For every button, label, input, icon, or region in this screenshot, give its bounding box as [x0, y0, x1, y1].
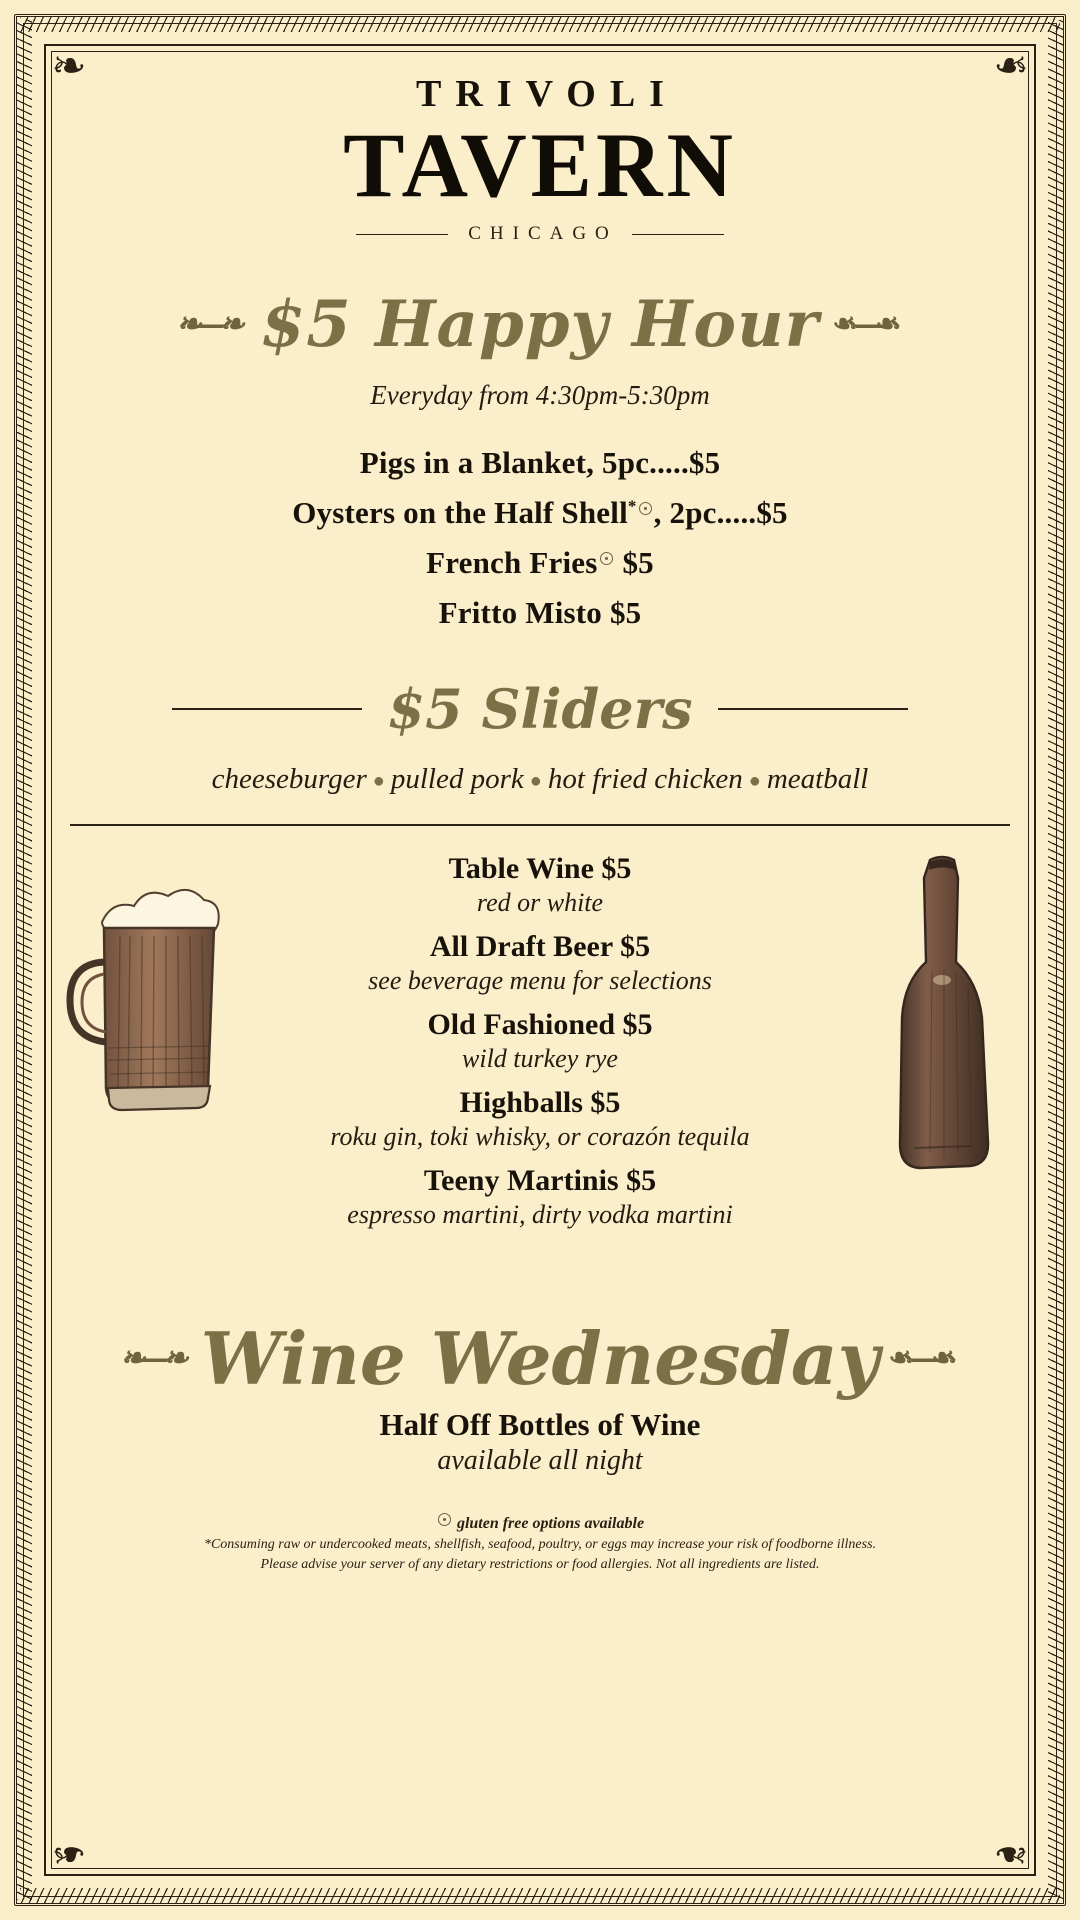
rule-right [632, 234, 724, 235]
menu-item [70, 545, 1010, 581]
beer-mug-illustration [64, 870, 254, 1125]
slider-option: meatball [766, 763, 869, 796]
bullet-icon: ● [529, 770, 542, 793]
gluten-free-icon [639, 502, 652, 515]
gluten-free-note [70, 1515, 1010, 1533]
drink-name: Highballs $5 [459, 1086, 621, 1120]
slider-option: cheeseburger [211, 763, 367, 796]
corner-ornament-icon: ❧ [993, 44, 1029, 90]
brand-city: CHICAGO [468, 223, 618, 245]
brand-name-main: TAVERN [343, 114, 737, 216]
menu-item-label: Fritto Misto $5 [438, 595, 642, 631]
sliders-title-row [70, 677, 1010, 741]
drink-name: Old Fashioned $5 [427, 1008, 653, 1042]
drinks-section [70, 852, 1010, 1282]
wine-wednesday-offer: Half Off Bottles of Wine [379, 1407, 701, 1443]
slider-option: pulled pork [390, 763, 524, 796]
menu-item-label: Oysters on the Half Shell [292, 495, 628, 531]
allergen-note-line-1: *Consuming raw or undercooked meats, shellfish, seafood, poultry, or eggs may increase your risk of foodborne illness. [203, 1537, 877, 1553]
drink-description: espresso martini, dirty vodka martini [347, 1200, 733, 1230]
drink-description: roku gin, toki whisky, or corazón tequila [330, 1122, 750, 1152]
flourish-left-icon: ❧—❧ [120, 1341, 183, 1377]
brand-name-top: TRIVOLI [416, 73, 678, 115]
footnotes [70, 1515, 1010, 1573]
gluten-free-icon [600, 552, 613, 565]
menu-item-label: French Fries [426, 545, 598, 581]
happy-hour-hours: Everyday from 4:30pm-5:30pm [370, 380, 710, 411]
flourish-right-icon: ❧—❧ [841, 307, 904, 343]
corner-ornament-icon: ❧ [993, 1830, 1029, 1876]
slider-option: hot fried chicken [547, 763, 743, 796]
wine-wednesday-title: Wine Wednesday [200, 1316, 880, 1402]
drink-description: wild turkey rye [462, 1044, 618, 1074]
menu-item [70, 495, 1010, 531]
menu-content [70, 58, 1010, 1862]
bullet-icon: ● [748, 770, 761, 793]
asterisk-marker: * [627, 497, 637, 517]
gluten-free-icon [438, 1513, 451, 1526]
menu-item [70, 445, 1010, 481]
menu-item [70, 595, 1010, 631]
happy-hour-title: $5 Happy Hour [260, 287, 820, 363]
wine-wednesday-title-row [70, 1316, 1010, 1401]
drink-description: see beverage menu for selections [368, 966, 712, 996]
drink-name: Teeny Martinis $5 [423, 1164, 657, 1198]
menu-item-price: $5 [614, 545, 654, 581]
rule-right [718, 708, 908, 710]
bullet-icon: ● [372, 770, 385, 793]
wine-wednesday-availability: available all night [437, 1445, 643, 1477]
happy-hour-title-row [70, 287, 1010, 362]
wine-bottle-illustration [878, 852, 1008, 1187]
gluten-free-note-label: gluten free options available [456, 1515, 645, 1533]
flourish-left-icon: ❧—❧ [176, 307, 239, 343]
sliders-title: $5 Sliders [387, 677, 693, 742]
drink-item [70, 1164, 1010, 1230]
flourish-right-icon: ❧—❧ [897, 1341, 960, 1377]
menu-item-label: Pigs in a Blanket, 5pc.....$5 [359, 445, 721, 481]
sliders-item-list [70, 763, 1010, 796]
rule-left [356, 234, 448, 235]
happy-hour-food-list [70, 445, 1010, 631]
corner-ornament-icon: ❧ [51, 44, 87, 90]
section-divider [70, 824, 1010, 826]
drink-name: All Draft Beer $5 [429, 930, 651, 964]
drink-name: Table Wine $5 [448, 852, 632, 886]
corner-ornament-icon: ❧ [51, 1830, 87, 1876]
drink-description: red or white [476, 888, 604, 918]
menu-item-price: , 2pc.....$5 [653, 495, 788, 531]
brand-city-row [70, 223, 1010, 245]
allergen-note-line-2: Please advise your server of any dietary restrictions or food allergies. Not all ingredients are listed. [260, 1557, 820, 1573]
rule-left [172, 708, 362, 710]
